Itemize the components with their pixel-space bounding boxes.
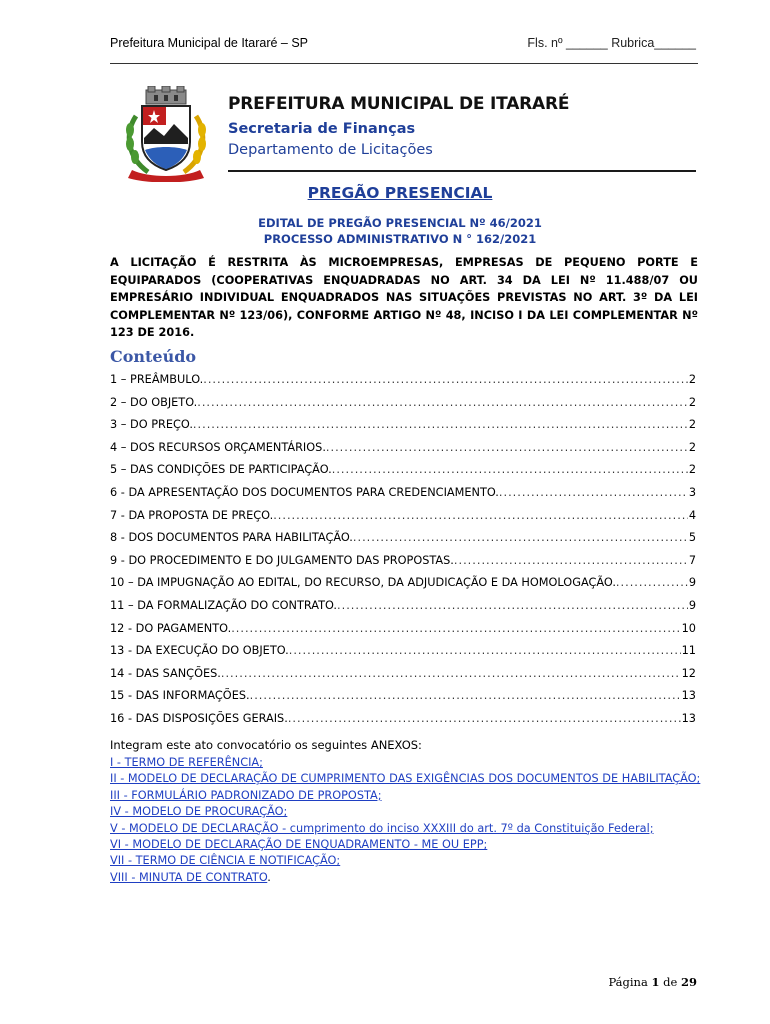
toc-entry-label: 12 - DO PAGAMENTO.	[110, 621, 232, 635]
annex-item	[110, 788, 710, 804]
annex-item	[110, 853, 710, 869]
toc-entry-label: 11 – DA FORMALIZAÇÃO DO CONTRATO.	[110, 598, 338, 612]
header-divider	[110, 63, 698, 64]
toc-entry-label: 2 – DO OBJETO.	[110, 395, 198, 409]
toc-entry[interactable]	[110, 550, 696, 573]
toc-entry[interactable]	[110, 369, 696, 392]
annex-item	[110, 755, 710, 771]
toc-entry-label: 1 – PREÂMBULO.	[110, 373, 204, 386]
toc-leader-dots	[454, 550, 688, 573]
toc-leader-dots	[273, 505, 688, 528]
toc-leader-dots	[231, 618, 680, 641]
toc-entry-label: 6 - DA APRESENTAÇÃO DOS DOCUMENTOS PARA CREDENCIAMENTO.	[110, 485, 499, 499]
toc-leader-dots	[288, 708, 681, 731]
header-municipality: Prefeitura Municipal de Itararé – SP	[110, 36, 309, 50]
toc-leader-dots	[337, 595, 688, 618]
toc-entry[interactable]	[110, 482, 696, 505]
edital-number: EDITAL DE PREGÃO PRESENCIAL Nº 46/2021	[258, 216, 542, 230]
page-total: 29	[680, 975, 697, 989]
toc-entry[interactable]	[110, 663, 696, 686]
toc-entry-label: 13 - DA EXECUÇÃO DO OBJETO.	[110, 644, 289, 658]
toc-entry[interactable]	[110, 392, 696, 415]
toc-entry-label: 14 - DAS SANÇÕES.	[110, 666, 221, 680]
toc-entry-label: 8 - DOS DOCUMENTOS PARA HABILITAÇÃO.	[110, 531, 353, 545]
toc-entry-label: 10 – DA IMPUGNAÇÃO AO EDITAL, DO RECURSO, DA ADJUDICAÇÃO E DA HOMOLOGAÇÃO.	[110, 576, 616, 590]
toc-entry[interactable]	[110, 459, 696, 482]
annex-list	[110, 755, 710, 886]
organization-block	[228, 94, 698, 158]
toc-leader-dots	[250, 685, 681, 708]
toc-leader-dots	[499, 482, 688, 505]
header-folio-rubrica: Fls. nº ______ Rubrica______	[527, 36, 696, 50]
toc-entry[interactable]	[110, 505, 696, 528]
annex-link[interactable]: VIII - MINUTA DE CONTRATO	[110, 870, 268, 884]
page-of-label: de	[659, 975, 681, 989]
toc-entry-page: 9	[688, 576, 696, 590]
toc-entry-label: 5 – DAS CONDIÇÕES DE PARTICIPAÇÃO.	[110, 463, 332, 477]
page-header	[110, 30, 698, 54]
annex-item	[110, 771, 710, 787]
toc-entry[interactable]	[110, 572, 696, 595]
annex-item	[110, 821, 710, 837]
toc-entry[interactable]	[110, 437, 696, 460]
page-label: Página	[608, 975, 652, 989]
toc-entry-label: 3 – DO PREÇO.	[110, 418, 193, 432]
toc-entry-label: 15 - DAS INFORMAÇÕES.	[110, 689, 250, 703]
annex-link[interactable]: V - MODELO DE DECLARAÇÃO - cumprimento do inciso XXXIII do art. 7º da Constituição Federal;	[110, 821, 654, 835]
toc-entry-page: 7	[688, 553, 696, 567]
annex-link[interactable]: VI - MODELO DE DECLARAÇÃO DE ENQUADRAMENTO - ME OU EPP;	[110, 838, 488, 852]
annex-item	[110, 804, 710, 820]
toc-leader-dots	[289, 640, 681, 663]
toc-entry[interactable]	[110, 640, 696, 663]
toc-leader-dots	[221, 663, 681, 686]
process-number: PROCESSO ADMINISTRATIVO N ° 162/2021	[263, 232, 537, 246]
document-type-title: PREGÃO PRESENCIAL	[307, 184, 493, 202]
secretariat-name: Secretaria de Finanças	[228, 121, 416, 137]
organization-name: PREFEITURA MUNICIPAL DE ITARARÉ	[228, 94, 570, 114]
toc-entry-page: 11	[681, 644, 696, 658]
toc-entry-page: 2	[688, 395, 696, 409]
department-name: Departamento de Licitações	[228, 142, 433, 158]
page-footer	[608, 975, 697, 989]
toc-title: Conteúdo	[110, 347, 197, 366]
organization-divider	[228, 170, 696, 172]
page-current: 1	[651, 975, 660, 989]
toc-entry[interactable]	[110, 618, 696, 641]
annex-item	[110, 837, 710, 853]
annex-link[interactable]: II - MODELO DE DECLARAÇÃO DE CUMPRIMENTO DAS EXIGÊNCIAS DOS DOCUMENTOS DE HABILITAÇÃO;	[110, 772, 701, 786]
toc-entry[interactable]	[110, 595, 696, 618]
toc-leader-dots	[326, 437, 688, 460]
toc-entry-page: 2	[688, 463, 696, 477]
restriction-notice: A LICITAÇÃO É RESTRITA ÀS MICROEMPRESAS, EMPRESAS DE PEQUENO PORTE E EQUIPARADOS (COOPERATIVAS ENQUADRADAS NO ART. 34 DA LEI Nº 11.488/07 OU EMPRESÁRIO INDIVIDUAL ENQUADRADOS NAS SITUAÇÕES PREVISTAS NO ART. 3º DA LEI COMPLEMENTAR Nº 123/06), CONFORME ARTIGO Nº 48, INCISO I DA LEI COMPLEMENTAR Nº 123 DE 2016.	[110, 256, 698, 339]
annex-link[interactable]: IV - MODELO DE PROCURAÇÃO;	[110, 805, 288, 819]
toc-entry-label: 4 – DOS RECURSOS ORÇAMENTÁRIOS.	[110, 440, 326, 454]
table-of-contents	[110, 369, 696, 731]
toc-leader-dots	[197, 392, 688, 415]
edital-block	[0, 215, 770, 247]
toc-entry-page: 13	[681, 689, 696, 703]
toc-entry-page: 13	[681, 711, 696, 725]
annex-intro: Integram este ato convocatório os seguintes ANEXOS:	[110, 738, 422, 752]
toc-entry-page: 5	[688, 531, 696, 545]
toc-entry-label: 16 - DAS DISPOSIÇÕES GERAIS.	[110, 711, 288, 725]
toc-entry-page: 2	[688, 418, 696, 432]
toc-entry-page: 4	[688, 508, 696, 522]
toc-entry-page: 3	[688, 485, 696, 499]
toc-entry[interactable]	[110, 527, 696, 550]
toc-entry-page: 9	[688, 598, 696, 612]
toc-entry-page: 2	[688, 373, 696, 386]
toc-leader-dots	[353, 527, 688, 550]
toc-leader-dots	[332, 459, 688, 482]
toc-entry-page: 2	[688, 440, 696, 454]
toc-leader-dots	[616, 572, 688, 595]
toc-entry[interactable]	[110, 414, 696, 437]
annex-link[interactable]: III - FORMULÁRIO PADRONIZADO DE PROPOSTA;	[110, 788, 382, 802]
toc-entry-label: 7 - DA PROPOSTA DE PREÇO.	[110, 508, 274, 522]
toc-entry-page: 10	[681, 621, 696, 635]
annex-link[interactable]: VII - TERMO DE CIÊNCIA E NOTIFICAÇÃO;	[110, 854, 341, 868]
annex-list-end: .	[267, 870, 271, 884]
toc-entry-label: 9 - DO PROCEDIMENTO E DO JULGAMENTO DAS PROPOSTAS.	[110, 553, 454, 567]
toc-entry[interactable]	[110, 685, 696, 708]
toc-entry-page: 12	[681, 666, 696, 680]
municipal-coat-of-arms-icon	[118, 86, 214, 182]
annex-item	[110, 870, 710, 886]
toc-entry[interactable]	[110, 708, 696, 731]
toc-leader-dots	[193, 414, 688, 437]
toc-leader-dots	[203, 369, 688, 392]
annex-link[interactable]: I - TERMO DE REFERÊNCIA;	[110, 756, 263, 769]
